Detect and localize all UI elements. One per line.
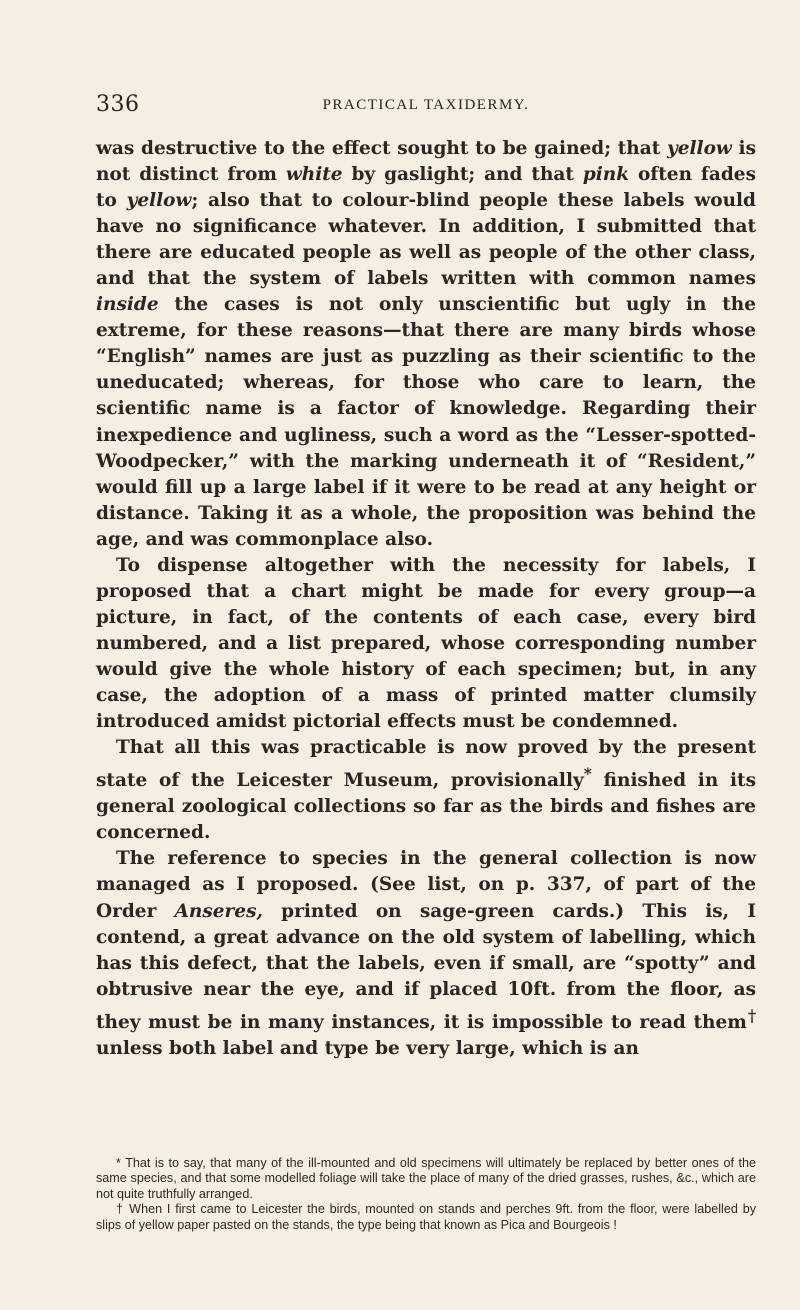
emphasis-anseres: Anseres, [174, 900, 263, 922]
paragraph-2: To dispense altogether with the necessity for labels, I proposed that a chart might be made for every group—a picture, in fact, of the contents of each case, every bird numbered, and a list prepared, whose corresponding number would give the whole history of each specimen; but, in any case, the adoption of a mass of printed matter clumsily introduced amidst pictorial effects must be condemned. [96, 554, 756, 733]
body-text [96, 136, 756, 1062]
paragraph-3: That all this was practicable is now proved by the present state of the Leicester Museum, provisionally* finished in its general zoological collections so far as the birds and fishes are concerned. [96, 737, 756, 844]
emphasis-yellow: yellow [126, 190, 192, 212]
footnote-marker-asterisk: * [583, 765, 592, 784]
page-header [96, 92, 756, 122]
page-number: 336 [96, 92, 140, 117]
paragraph-4: The reference to species in the general collection is now managed as I proposed. (See list, on p. 337, of part of the Order Anseres, printed on sage-green cards.) This is, I contend, a great advance on the old system of labelling, which has this defect, that the labels, even if small, are “spotty” and obtrusive near the eye, and if placed 10ft. from the floor, as they must be in many instances, it is impossible to read them† unless both label and type be very large, which is an [96, 848, 756, 1059]
emphasis-pink: pink [582, 164, 630, 186]
footnote-2: † When I first came to Leicester the birds, mounted on stands and perches 9ft. from the floor, were labelled by slips of yellow paper pasted on the stands, the type being that known as Pica and Bourgeois ! [96, 1202, 756, 1232]
emphasis-inside: inside [96, 294, 159, 316]
emphasis-white: white [285, 164, 343, 186]
footnote-1: * That is to say, that many of the ill-mounted and old specimens will ultimately be replaced by better ones of the same species, and that some modelled foliage will take the place of many of the dried grasses, rushes, &c., which are not quite truthfully arranged. [96, 1156, 756, 1201]
running-head: PRACTICAL TAXIDERMY. [322, 97, 530, 113]
footnote-marker-dagger: † [746, 1006, 756, 1025]
emphasis-yellow: yellow [667, 138, 732, 159]
footnotes [96, 1156, 756, 1233]
paragraph-1: was destructive to the effect sought to be gained; that yellow is not distinct from white by gaslight; and that pink often fades to yellow; also that to colour-blind people these labels would have no significance whatever. In addition, I submitted that there are educated people as well as people of the other class, and that the system of labels written with common names inside the cases is not only unscientific but ugly in the extreme, for these reasons—that there are many birds whose “English” names are just as puzzling as their scientific to the uneducated; whereas, for those who care to learn, the scientific name is a factor of knowledge. Regarding their inexpedience and ugliness, such a word as the “Lesser-spotted-Woodpecker,” with the marking underneath it of “Resident,” would fill up a large label if it were to be read at any height or distance. Taking it as a whole, the proposition was behind the age, and was commonplace also. [96, 138, 756, 550]
